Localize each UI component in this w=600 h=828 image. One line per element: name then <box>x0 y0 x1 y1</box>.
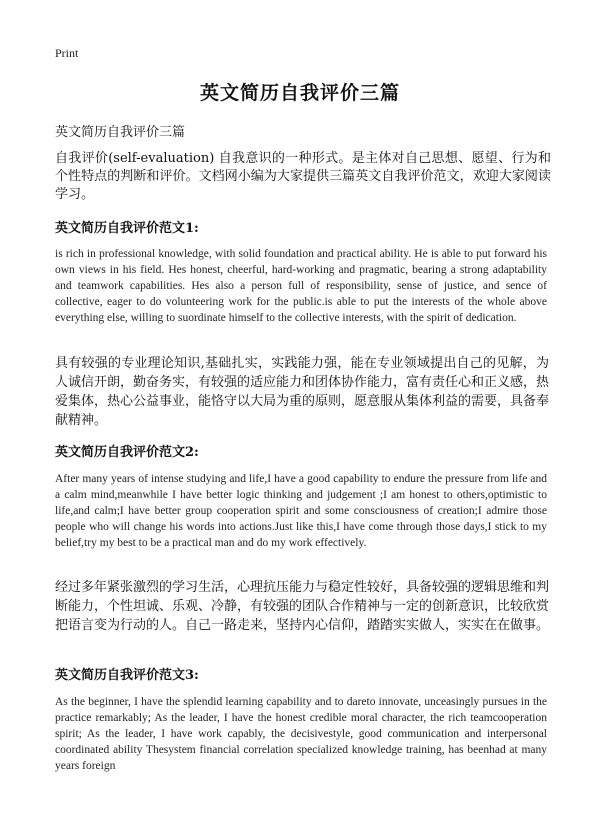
document-title: 英文简历自我评价三篇 <box>199 82 400 104</box>
intro-paragraph: 自我评价(self-evaluation) 自我意识的一种形式。是主体对自己思想、愿望、行为和个性特点的判断和评价。文档网小编为大家提供三篇英文自我评价范文，欢迎大家阅读学习。 <box>55 151 551 202</box>
print-label[interactable]: Print <box>55 46 79 60</box>
section-1-english-text: is rich in professional knowledge, with solid foundation and practical ability. He is able to put forward his own views in his field. Hes honest, cheerful, hard-working and pragmatic, bearing a strong adaptability and teamwork capabilities. Hes also a person full of responsibility, sense of justice, and sence of collective, eager to do volunteering work for the public.is able to put the interests of the whole above everything else, willing to suordinate himself to the collective interests, with the spirit of dedication. <box>55 248 547 324</box>
section-1-heading: 英文简历自我评价范文1: <box>55 221 199 236</box>
section-2-english-text: After many years of intense studying and life,I have a good capability to endure the pressure from life and a calm mind,meanwhile I have better logic thinking and judgement ;I am honest to others,optimistic to life,and calm;I have better group cooperation spirit and some consciousness of creation;I admire those people who will change his words into actions.Just like this,I have come through those days,I stick to my belief,try my best to be a practical man and do my work effectively. <box>55 473 547 549</box>
section-2-chinese-text: 经过多年紧张激烈的学习生活，心理抗压能力与稳定性较好，具备较强的逻辑思维和判断能力，个性坦诚、乐观、冷静，有较强的团队合作精神与一定的创新意识，比较欣赏把语言变为行动的人。自己一路走来，坚持内心信仰，踏踏实实做人，实实在在做事。 <box>55 580 550 633</box>
section-1-chinese-text: 具有较强的专业理论知识,基础扎实，实践能力强，能在专业领域提出自己的见解，为人诚信开朗，勤奋务实，有较强的适应能力和团体协作能力，富有责任心和正义感，热爱集体，热心公益事业，能恪守以大局为重的原则，愿意服从集体利益的需要，具备奉献精神。 <box>55 356 550 428</box>
section-2-heading: 英文简历自我评价范文2: <box>55 445 199 460</box>
section-3-english-text: As the beginner, I have the splendid learning capability and to dareto innovate, unceasingly pursues in the practice remarkably; As the leader, I have the honest credible moral character, the rich teamcooperation spirit; As the leader, I have work capably, the decisivestyle, good communication and interpersonal coordinated ability Thesystem financial correlation specialized knowledge training, has beenhad at many years foreign <box>55 696 547 772</box>
section-3-heading: 英文简历自我评价范文3: <box>55 668 199 683</box>
document-subtitle: 英文简历自我评价三篇 <box>55 125 186 140</box>
